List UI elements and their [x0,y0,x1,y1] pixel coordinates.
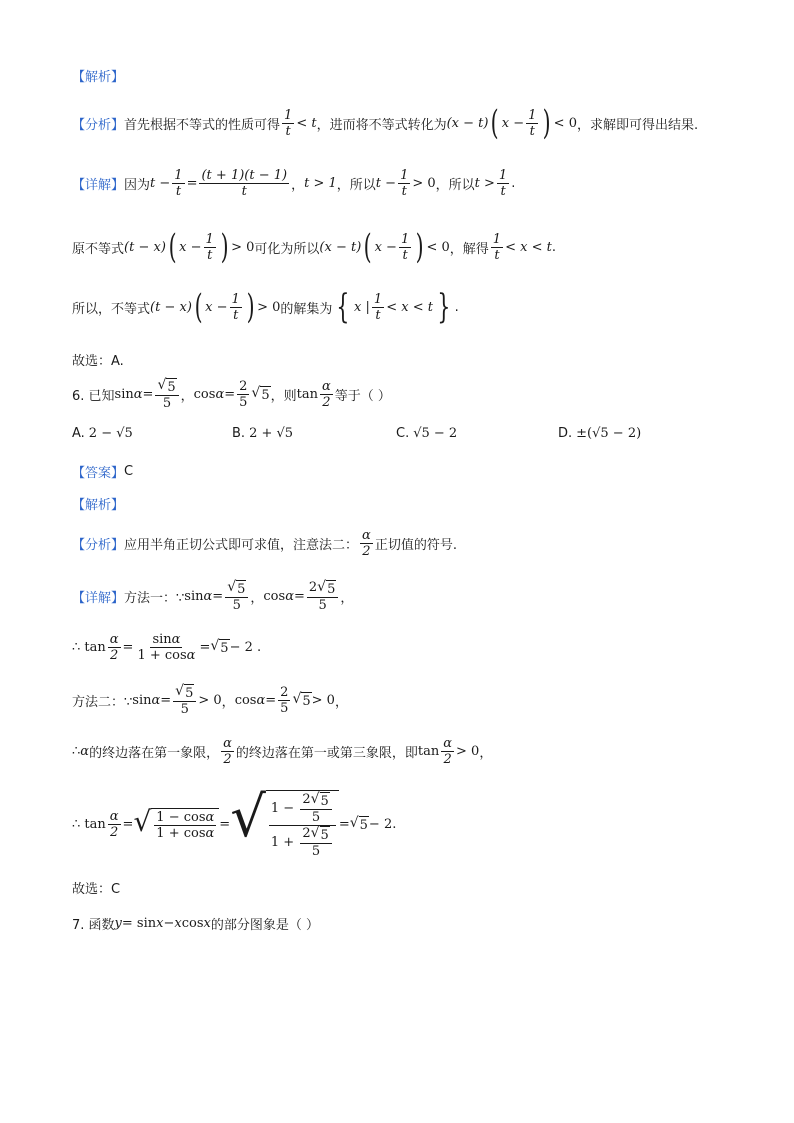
q6-solution-heading: 【解析】 [72,498,125,513]
q6-method1-result: ∴ tan $\frac{\alpha}{2}$ = $\frac{\sin\alpha}{1 + \cos\alpha}$ = √ 5 − 2 . [72,632,262,663]
q5-analysis-text-1: 首先根据不等式的性质可得 [124,117,281,133]
q5-solution-heading [72,66,124,85]
tag-jiexi: 【解析】 [72,70,125,85]
q6-answer-value: C [124,464,134,479]
q6-method2-line: 方法二：∵ sin α = √ 5 5 > 0 ， cos α = $\frac{2}{5}$ √ 5 > 0 ， [72,683,348,717]
q6-choose-line: 故选：C [72,882,121,897]
q5-analysis-line: 【分析】 首先根据不等式的性质可得 $\frac{1}{t}$ < t ，进而将不等式转化为 (x − t) ( x − $\frac{1}{t}$ ) < 0 ，求解即可得出结果. [72,103,699,143]
q5-analysis-text-3: ，求解即可得出结果. [576,117,699,133]
q5-solution-set-line: 所以，不等式 (t − x) ( x − $\frac{1}{t}$ ) > 0 的解集为 { x | $\frac{1}{t}$ < x < t } . [72,287,459,327]
q6-option-d[interactable]: D. ±(√5 − 2) [558,426,642,441]
q5-transform-line: 原不等式 (t − x) ( x − $\frac{1}{t}$ ) > 0 可化为所以 (x − t) ( x − $\frac{1}{t}$ ) < 0 ，解得 $\frac{1}{t}$ < x < t . [72,227,556,267]
q7-stem: 7. 函数 y = sin x − x cos x 的部分图象是（ ） [72,916,319,933]
q6-quadrant-line: ∴ α 的终边落在第一象限， $\frac{\alpha}{2}$ 的终边落在第一或第三象限，即 tan $\frac{\alpha}{2}$ > 0 ， [72,736,493,767]
tag-daan: 【答案】 [72,466,125,481]
q5-detail-line: 【详解】 因为 t − $\frac{1}{t}$ = $\frac{(t + 1)(t - 1)}{t}$ ， t > 1 ，所以 t − $\frac{1}{t}$ > 0 ，所以 t > $\frac{1}{t}$ . [72,168,516,199]
q5-choose-line: 故选：A. [72,354,124,369]
q5-formula-lt-t: < t [296,115,317,131]
q6-option-a[interactable]: A. 2 − √5 [72,426,133,441]
q6-method1-line: 【详解】 方法一：∵ sin α = √ 5 5 ， cos α = 2 √ 5 5 ， [72,579,354,613]
tag-xiangjie: 【详解】 [72,178,125,193]
q5-analysis-text-2: ，进而将不等式转化为 [316,117,447,133]
q6-option-b[interactable]: B. 2 + √5 [232,426,294,441]
q6-analysis-line: 【分析】 应用半角正切公式即可求值，注意法二： $\frac{\alpha}{2}$ 正切值的符号. [72,528,457,559]
q5-formula-one-over-t: $\frac{1}{t}$ [284,107,293,139]
q5-formula-x-minus-t: (x − t) [446,115,489,131]
q6-stem: 6. 已知 sin α = √ 5 5 ， cos α = $\frac{2}{5}$ √ 5 ，则 tan $\frac{\alpha}{2}$ 等于（ ） [72,377,391,411]
q6-answer-line [72,462,133,481]
q6-method2-result: ∴ tan $\frac{\alpha}{2}$ = √ $\frac{1 - \cos\alpha}{1 + \cos\alpha}$ = √ 1 − 2 √ 5 5 1 + 2 √ 5 5 = √ 5 − 2. [72,785,397,859]
q6-option-c[interactable]: C. √5 − 2 [396,426,458,441]
tag-fenxi: 【分析】 [72,117,125,133]
